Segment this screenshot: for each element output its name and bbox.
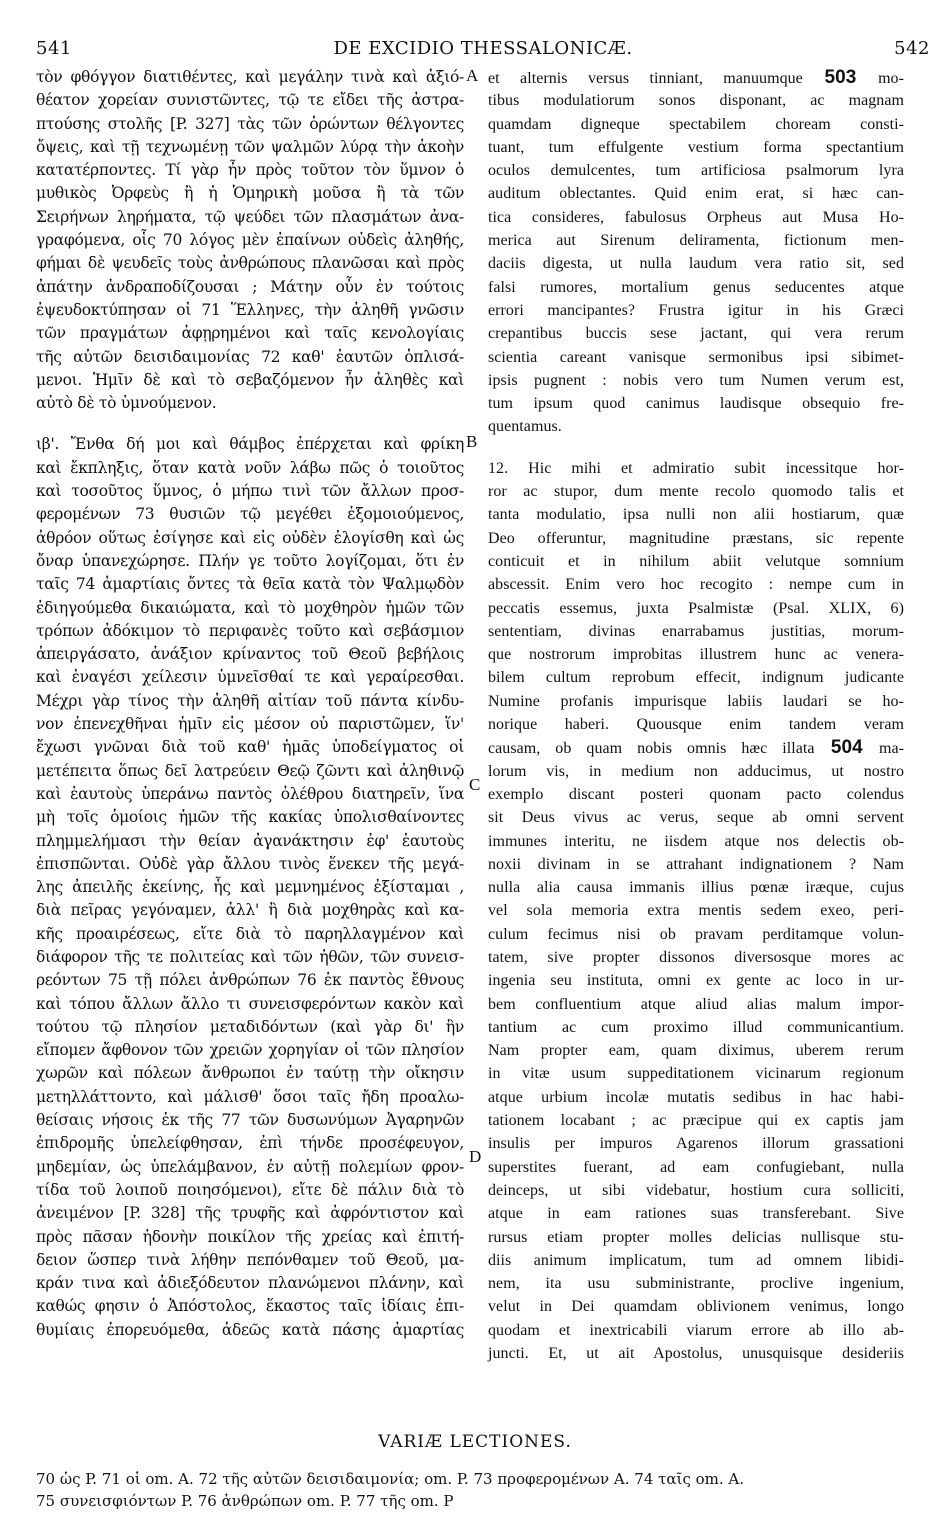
- text-line: 12. Hic mihi et admiratio subit incessitque hor-: [488, 459, 904, 477]
- text-line: ἐπισπῶνται. Οὐδὲ γὰρ ἄλλου τινὸς ἕνεκεν τῆς μεγά-: [36, 854, 464, 873]
- text-line: Μέχρι γὰρ τίνος τὴν ἀληθῆ αἰτίαν τοῦ πάντα κίνδυ-: [36, 691, 464, 710]
- text-line: ὄψεις, καὶ τῇ τεχνωμένῃ τῶν ψαλμῶν λύρᾳ τὴν ἀκοὴν: [36, 137, 464, 156]
- text-line: τῶν πραγμάτων ἀφῃρημένοι καὶ ταῖς κενολογίαις: [36, 324, 464, 343]
- text-line: διὰ πεῖρας γεγόναμεν, ἀλλ' ἢ διὰ μοχθηρὰς καὶ κα-: [36, 901, 464, 920]
- text-line: ρεόντων 75 τῇ πόλει ἀνθρώπων 76 ἐκ παντὸς ἔθνους: [36, 971, 464, 990]
- text-line: que nostrorum improbitas illustrem hunc ac venera-: [488, 646, 904, 664]
- text-line: κράν τινα καὶ ἀδιεξόδευτον πλανώμενοι πλάνην, καὶ: [36, 1274, 464, 1293]
- text-line: δειον ὥσπερ τινὰ λήθην πεπόνθαμεν τοῦ Θεοῦ, μα-: [36, 1250, 464, 1269]
- text-line: lorum vis, in medium non adducimus, ut nostro: [488, 762, 904, 780]
- text-line: ἀνειμένον [P. 328] τῆς τρυφῆς καὶ ἀφρόντιστον καὶ: [36, 1204, 464, 1223]
- text-line: tatem, sive propter dissonos diversosque mores ac: [488, 948, 904, 966]
- column-number: 503: [802, 67, 879, 88]
- text-line: Σειρήνων ληρήματα, τῷ ψεύδει τῶν πλασμάτων ἀνα-: [36, 207, 464, 226]
- text-line: ἀθρόον οὕτως ἐσίγησε καὶ εἰς οὐδὲν ἐλογίσθη καὶ ὡς: [36, 528, 464, 547]
- text-line: nem, ita usu subministrante, proclive ingenium,: [488, 1275, 904, 1293]
- text-line: sit Deus vivus ac verus, seque ab omni servent: [488, 809, 904, 827]
- text-line: bem confluentium atque aliud alias malum impor-: [488, 995, 904, 1013]
- text-line: exemplo discant posteri quonam pacto colendus: [488, 785, 904, 803]
- text-line: ὄναρ ὑπανεχώρησε. Πλήν γε τοῦτο λογίζομαι, ὅτι ἐν: [36, 551, 464, 570]
- text-line: καθώς φησιν ὁ Ἀπόστολος, ἕκαστος ταῖς ἰδίαις ἐπι-: [36, 1297, 464, 1316]
- hyphenated-fragment: mo-: [878, 70, 904, 87]
- text-line: κατατέρποντες. Τί γὰρ ἦν πρὸς τοῦτον τὸν ὕμνον ὁ: [36, 161, 464, 180]
- text-line: λης ἀπειλῆς ἐκείνης, ἧς καὶ μεμνημένος ἐξίσταμαι ,: [36, 878, 464, 897]
- text-line: ipsis pugnent : nobis vero tum Numen verum est,: [488, 371, 904, 389]
- text-line: μυθικὸς Ὀρφεὺς ἢ ἡ Ὁμηρικὴ μοῦσα ἢ τὰ τῶν: [36, 184, 464, 203]
- text-line: ἐδιηγούμεθα δικαιώματα, καὶ τὸ μοχθηρὸν ἡμῶν τῶν: [36, 598, 464, 617]
- text-line: διάφορον τῆς τε πολιτείας καὶ τῶν ἠθῶν, τῶν συνεισ-: [36, 947, 464, 966]
- text-line: scientia careant vanisque sermonibus ipsi sibimet-: [488, 348, 904, 366]
- text-line: καὶ ἐναγέσι χείλεσιν ὑμνεῖσθαί τε καὶ γεραίρεσθαι.: [36, 668, 464, 687]
- text-line: insulis per impuros Agarenos illorum grassationi: [488, 1135, 904, 1153]
- text-line: deinceps, ut sibi videbatur, hostium cura solliciti,: [488, 1181, 904, 1199]
- text-line: norique haberi. Quousque enim tandem veram: [488, 716, 904, 734]
- text-line: αὐτὸ δὲ τὸ ὑμνούμενον.: [36, 394, 217, 413]
- text-line: tuant, tum effulgente vestium forma spectantium: [488, 138, 904, 156]
- text-line: tantium ac cum proximo illud communicantium.: [488, 1018, 904, 1036]
- text-line: πλημμελήμασι τὴν θείαν ἀγανάκτησιν ἐφ' ἑαυτοὺς: [36, 831, 464, 850]
- latin-text-column: [488, 66, 904, 1365]
- page-header: [36, 38, 930, 62]
- text-line: μενοι. Ἡμῖν δὲ καὶ τὸ σεβαζόμενον ἦν ἀληθὲς καὶ: [36, 370, 464, 389]
- text-line: πτούσης στολῆς [P. 327] τὰς τῶν ὁρώντων θέλγοντες: [36, 114, 464, 133]
- text-line: ἀπάτην ἀνδραποδίζουσαι ; Μάτην οὖν ἐν τούτοις: [36, 277, 464, 296]
- text-line: rursus etiam propter molles delicias nullisque stu-: [488, 1228, 904, 1246]
- text-line: daciis digesta, ut nulla laudum vera ratio sit, sed: [488, 255, 904, 273]
- variae-line-1: 70 ὡς P. 71 οἱ om. A. 72 τῆς αὐτῶν δεισιδαιμονία; om. P. 73 προφερομένων A. 74 ταῖς om. A.: [36, 1470, 745, 1488]
- page-number-left: 541: [36, 38, 72, 59]
- page-number-right: 542: [894, 38, 930, 59]
- text-line: culum fecimus nisi ob pravam perditamque volun-: [488, 925, 904, 943]
- text-line: merica aut Sirenum deliramenta, fictionum men-: [488, 232, 904, 250]
- text-line: θείσαις νήσοις ἐκ τῆς 77 τῶν δυσωνύμων Ἀγαρηνῶν: [36, 1111, 464, 1130]
- greek-text-column: [36, 66, 464, 1342]
- text-line: γραφόμενα, οἷς 70 λόγος μὲν ἐπαίνων οὐδεὶς ἀληθής,: [36, 231, 464, 250]
- text-line: velut in Dei quamdam oblivionem venimus, longo: [488, 1298, 904, 1316]
- text-line: tationem locabant ; ac præcipue qui ex captis jam: [488, 1112, 904, 1130]
- text-line: juncti. Et, ut ait Apostolus, unusquisque desideriis: [488, 1345, 904, 1363]
- text-line: errori mancipantes? Frustra igitur in his Græci: [488, 301, 904, 319]
- text-line: vel sola memoria extra mentis sedem exeo, peri-: [488, 902, 904, 920]
- text-line: θέατον χορείαν συνιστῶντες, τῷ τε εἴδει τῆς ἀστρα-: [36, 91, 464, 110]
- text-line: μετέπειτα ὅπως δεῖ λατρεύειν Θεῷ ζῶντι καὶ ἀληθινῷ: [36, 761, 464, 780]
- text-line: quentamus.: [488, 418, 562, 436]
- text-line: ingenia seu instituta, omni ex gente ac loco in ur-: [488, 972, 904, 990]
- text-line: νον ἐπενεχθῆναι ἡμῖν εἰς μέσον οὐ παριστῶμεν, ἵν': [36, 715, 464, 734]
- text-line: quamdam digneque spectabilem choream consti-: [488, 115, 904, 133]
- text-line: ἐπιδρομῆς ὑπελείφθησαν, ἐπὶ τήνδε προσέφευγον,: [36, 1134, 464, 1153]
- text-line: ἐψευδοκτύπησαν οἱ 71 Ἕλληνες, τὴν ἀληθῆ γνῶσιν: [36, 300, 464, 319]
- text-line: Numine profanis impurisque labiis laudari se ho-: [488, 692, 904, 710]
- text-line: πρὸς πᾶσαν ἡδονὴν ποικίλον τῆς χρείας καὶ ἐπιτή-: [36, 1227, 464, 1246]
- text-line: oculos demulcentes, tum artificiosa psalmorum lyra: [488, 162, 904, 180]
- text-line: ἀπειργάσατο, ἀνάξιον κρίναντος τοῦ Θεοῦ βεβήλοις: [36, 645, 464, 664]
- text-line: φερομένων 73 θυσιῶν τῷ μεγέθει ἐξομοιούμενος,: [36, 505, 464, 524]
- hyphenated-fragment: ma-: [878, 740, 904, 758]
- text-line: tibus modulatiorum sonos disponant, ac magnam: [488, 92, 904, 110]
- text-line: μὴ τοῖς ὁμοίοις ἡμῶν τῆς κακίας ὑπολισθαίνοντες: [36, 808, 464, 827]
- text-line: μετηλλάττοντο, καὶ μάλισθ' ὅσοι ταῖς ἤδη προαλω-: [36, 1087, 464, 1106]
- variae-lectiones-title: VARIÆ LECTIONES.: [378, 1432, 572, 1452]
- text-line: causam, ob quam nobis omnis hæc illata 504 ma-: [488, 737, 904, 759]
- text-line: καὶ ἔκπληξις, ὅταν κατὰ νοῦν λάβω πῶς ὁ τοιοῦτος: [36, 458, 464, 477]
- text-line: φήμαι δὲ ψευδεῖς τοὺς ἀνθρώπους πλανῶσαι καὶ πρὸς: [36, 254, 464, 273]
- text-line: ταῖς 74 ἁμαρτίαις ὄντες τὰ θεῖα κατὰ τὸν Ψαλμῳδὸν: [36, 575, 464, 594]
- text-line: καὶ τοσοῦτος ὕμνος, ὁ μήπω τινὶ τῶν ἄλλων προσ-: [36, 482, 464, 501]
- text-line: diis animum implicatum, tum ad omnem libidi-: [488, 1251, 904, 1269]
- margin-marker-d: D: [469, 1147, 482, 1166]
- margin-marker-b: B: [466, 432, 478, 451]
- text-line: τούτου τῷ πλησίον μεταδιδόντων (καὶ γὰρ δι' ἣν: [36, 1017, 464, 1036]
- text-line: θυμίαις ἐπορευόμεθα, ἀδεῶς κατὰ πάσης ἁμαρτίας: [36, 1320, 464, 1339]
- text-line: immunes interitu, ne iisdem atque nos delectis ob-: [488, 832, 904, 850]
- text-line: καὶ ἑαυτοὺς ὑπεράνω παντὸς ὀλέθρου διατηρεῖν, ἵνα: [36, 784, 464, 803]
- text-line: nulla alia causa immanis illius pœnæ iræque, cujus: [488, 879, 904, 897]
- margin-marker-a: A: [466, 66, 479, 85]
- text-line: Nam propter eam, quam diximus, uberem rerum: [488, 1042, 904, 1060]
- text-line: peccatis essemus, juxta Psalmistæ (Psal. XLIX, 6): [488, 599, 904, 617]
- text-line: Deo offeruntur, magnitudine præstans, sic repente: [488, 529, 904, 547]
- margin-marker-c: C: [469, 775, 481, 794]
- text-line: τῆς αὐτῶν δεισιδαιμονίας 72 καθ' ἑαυτῶν ὁπλισά-: [36, 347, 464, 366]
- text-line: ἔχωσι γνῶναι διὰ τοῦ καθ' ἡμᾶς ὑποδείγματος οἱ: [36, 738, 464, 757]
- text-line: atque in eam rationes suas transferebant. Sive: [488, 1205, 904, 1223]
- text-line: crepantibus buccis sese jactant, qui vera rerum: [488, 325, 904, 343]
- text-line: abscessit. Enim vero hoc recogito : nempe cum in: [488, 576, 904, 594]
- paragraph-gap: [488, 439, 904, 457]
- text-line: tica consideres, fabulosus Orpheus aut Musa Ho-: [488, 208, 904, 226]
- text-line: τὸν φθόγγον διατιθέντες, καὶ μεγάλην τινὰ καὶ ἀξιό-: [36, 68, 464, 86]
- text-line: atque urbium incolæ mutatis sedibus in hac habi-: [488, 1088, 904, 1106]
- running-title: DE EXCIDIO THESSALONICÆ.: [333, 38, 633, 59]
- text-line: κῆς προαιρέσεως, εἴτε διὰ τὸ παρηλλαγμένον καὶ: [36, 924, 464, 943]
- text-line: bilem cultum reprobum effecit, indignum judicante: [488, 669, 904, 687]
- text-line: ιβ'. Ἔνθα δή μοι καὶ θάμβος ἐπέρχεται καὶ φρίκη: [36, 435, 464, 454]
- text-line: sententiam, divinas enarrabamus justitias, morum-: [488, 622, 904, 640]
- text-line: conticuit et in nihilum abiit velutque somnium: [488, 552, 904, 570]
- text-line: superstites fuerant, ad eam confugiebant, nulla: [488, 1158, 904, 1176]
- text-line: καὶ τόπου ἄλλων ἄλλο τι συνεισφερόντων κακὸν καὶ: [36, 994, 464, 1013]
- text-line: τρόπων ἀδόκιμον τὸ περιφανὲς τοῦτο καὶ σεβάσμιον: [36, 621, 464, 640]
- text-line: falsi rumores, mortalium genus seducentes atque: [488, 278, 904, 296]
- column-number: 504: [814, 737, 879, 759]
- text-line: noxii divinam in se attrahant indignationem ? Nam: [488, 855, 904, 873]
- text-line: μηδεμίαν, ὡς ὑπελάμβανον, ἐν αὐτῇ πολεμίων φρον-: [36, 1157, 464, 1176]
- text-line: in vitæ usum suppeditationem vicinarum regionum: [488, 1065, 904, 1083]
- text-line: et alternis versus tinniant, manuumque 503 mo-: [488, 67, 904, 88]
- text-line: χωρῶν καὶ πόλεων ἄνθρωποι ἐν ταύτῃ τὴν οἴκησιν: [36, 1064, 464, 1083]
- text-line: quodam et inextricabili viarum errore ab illo ab-: [488, 1321, 904, 1339]
- text-line: εἴπομεν ἄφθονον τῶν χρειῶν χορηγίαν οἱ τῶν πλησίον: [36, 1041, 464, 1060]
- text-line: auditum oblectantes. Quid enim erat, si hæc can-: [488, 185, 904, 203]
- text-line: tum ipsum quod canimus laudisque obsequio fre-: [488, 395, 904, 413]
- paragraph-gap: [36, 415, 464, 433]
- text-line: ror ac stupor, dum mente recolo quomodo talis et: [488, 483, 904, 501]
- variae-line-2: 75 συνεισφιόντων P. 76 ἀνθρώπων om. P. 77 τῆς om. P: [36, 1492, 454, 1510]
- text-line: τίδα τοῦ λοιποῦ ποιησόμενοι), εἴτε δὲ πάλιν διὰ τὸ: [36, 1180, 464, 1199]
- text-line: tanta modulatio, ipsa nulli non alii hostiarum, quæ: [488, 506, 904, 524]
